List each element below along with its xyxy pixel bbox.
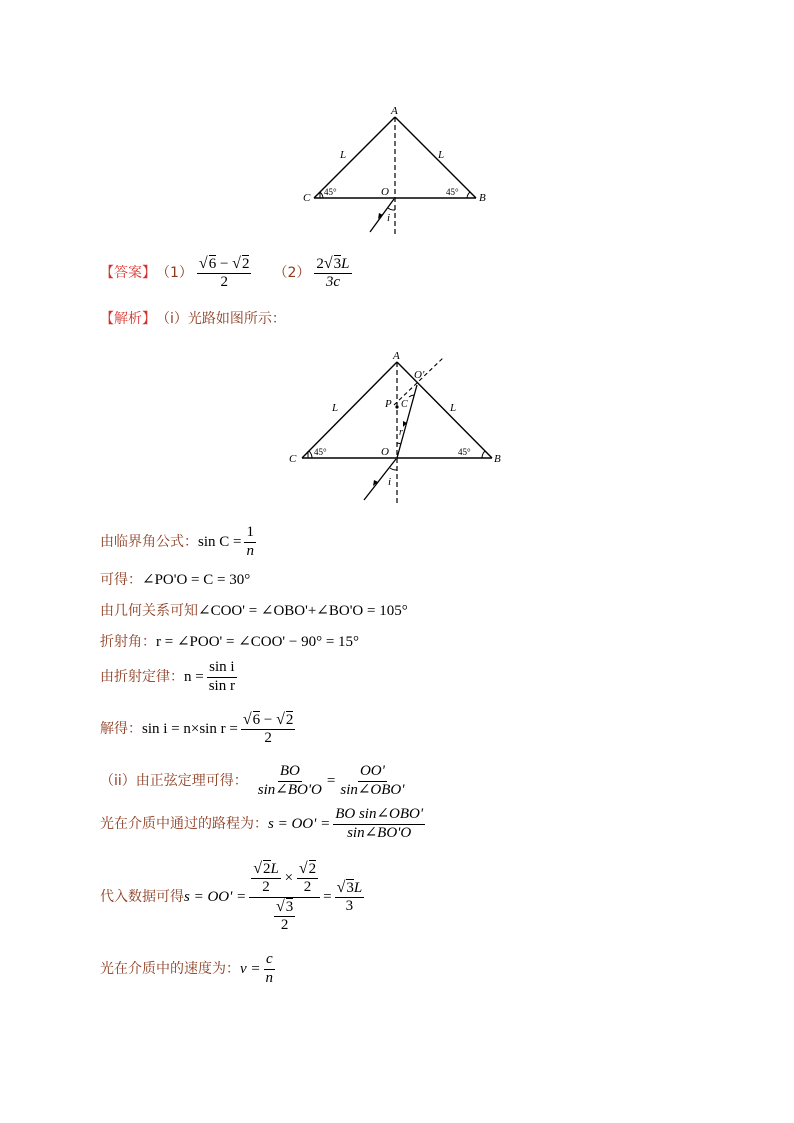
formula: ∠COO' = ∠OBO'+∠BO'O = 105° [198,603,408,619]
label-c: C [289,453,297,465]
incident-ray [364,459,396,500]
formula-lhs: sin C = [198,533,242,550]
formula-result-fraction: $\frac{√3L}{3}$ [336,878,363,915]
label-i: i [387,212,391,224]
answer-label: 【答案】 [100,265,156,281]
formula-fraction-right: $\frac{OO'}{\text{sin∠OBO'}}$ [340,763,405,798]
label-c: C [303,192,311,204]
label-c-inner: C [401,399,408,410]
line-snell-law [100,656,237,698]
line-text: 由几何关系可知 [100,602,198,619]
line-solve-sin-i [100,707,295,751]
refracted-ray [397,385,417,458]
point-p-dot [395,405,398,408]
line-angle-c [100,570,250,589]
formula-fraction: $\frac{\text{sin i}}{\text{sin r}}$ [208,659,235,694]
line-geometry [100,601,408,620]
line-speed [100,948,275,990]
analysis-intro: （i）光路如图所示： [156,311,286,327]
line-text: （ii）由正弦定理可得： [100,773,248,789]
formula-equals: = [326,772,336,789]
label-p: P [385,398,392,410]
prism-figure-2 [282,345,512,505]
angle-arc-right [482,451,485,458]
answer-part1-fraction: $\frac{√6 - √2}{2}$ [198,254,250,291]
formula-fraction: $\frac{\text{BO sin∠OBO'}}{\sin\angle BO'O}$ [335,806,424,841]
label-angle-right: 45° [458,447,471,457]
label-i: i [388,476,392,488]
line-text: 光在介质中的速度为： [100,961,240,977]
formula-lhs: sin i = n×sin r = [142,720,238,737]
label-o: O [381,186,389,198]
formula-compound-fraction: $\frac{√2L}{2}$ × $\frac{√2}{2}$ $\frac{√3}{2}$ [249,860,320,934]
label-o-prime: O' [414,369,425,381]
label-b: B [479,192,486,204]
formula-fraction: $\frac{√6 - √2}{2}$ [242,710,294,747]
line-text: 由折射定律： [100,669,184,685]
line-text: 可得： [100,571,142,588]
label-l-right: L [438,149,445,161]
line-text: 由临界角公式： [100,534,198,550]
side-ab [395,117,476,198]
answer-part2-label: （2） [273,265,311,281]
label-a: A [393,350,400,362]
line-path-length [100,803,425,845]
formula-lhs: s = OO' = [184,888,247,905]
line-text: 光在介质中通过的路程为： [100,816,268,832]
angle-arc-i [390,468,397,470]
formula-fraction: $\frac{c}{n}$ [265,951,274,986]
line-text: 折射角： [100,633,156,650]
line-text: 代入数据可得 [100,889,184,905]
angle-arc-left [309,451,312,458]
label-l-left: L [340,149,347,161]
line-text: 解得： [100,721,142,737]
formula: r = ∠POO' = ∠COO' − 90° = 15° [156,634,360,650]
label-l-right: L [450,402,457,414]
formula-lhs: n = [184,668,204,685]
answer-part2-fraction: $\frac{2√3L}{3c}$ [316,254,350,291]
answer-line [100,252,352,294]
angle-arc-i [388,208,395,210]
line-critical-angle [100,522,256,562]
label-l-left: L [332,402,339,414]
analysis-label: 【解析】 [100,311,156,327]
formula-lhs: v = [240,960,261,977]
formula-fraction-left: $\frac{BO}{\sin\angle BO'O}$ [257,763,322,798]
analysis-line [100,312,286,326]
normal-at-oprime-dashed [394,357,444,405]
formula-equals: = [323,888,332,905]
label-b: B [494,453,501,465]
label-r: r [399,427,403,438]
label-angle-right: 45° [446,187,459,197]
line-substitute [100,853,364,941]
label-angle-left: 45° [314,447,327,457]
formula-lhs: s = OO' = [268,815,331,832]
side-ca [302,362,397,458]
label-o: O [381,446,389,458]
formula: ∠PO'O = C = 30° [142,572,251,588]
label-a: A [391,105,398,117]
side-ab [397,362,492,458]
label-angle-left: 45° [324,187,337,197]
line-refraction-angle [100,632,359,651]
line-sine-law [100,760,406,802]
formula-fraction: $\frac{1}{n}$ [246,524,254,559]
angle-arc-right [467,192,470,198]
answer-part1-label: （1） [156,265,193,281]
prism-figure-1 [290,100,510,240]
